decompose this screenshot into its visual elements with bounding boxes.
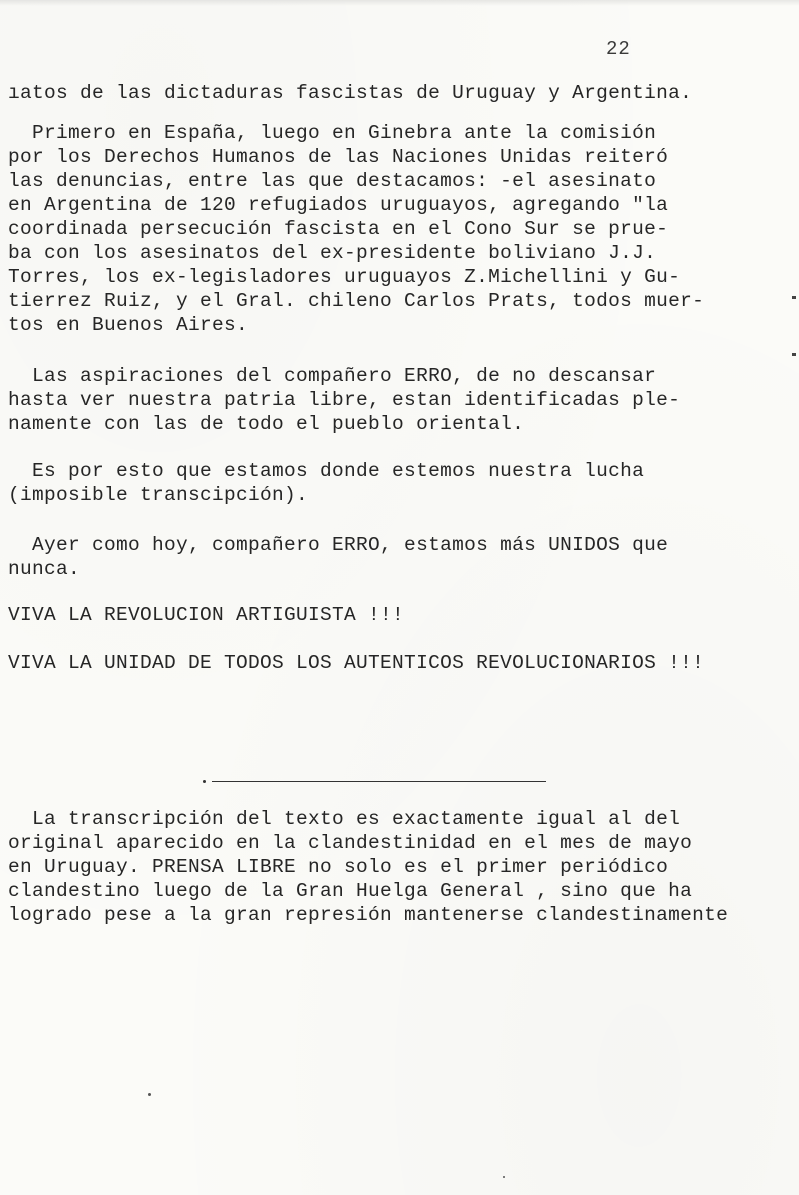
slogan-line: VIVA LA REVOLUCION ARTIGUISTA !!! bbox=[8, 604, 405, 626]
paper-speck bbox=[148, 1093, 151, 1096]
note-line: original aparecido en la clandestinidad en el mes de mayo bbox=[8, 832, 693, 854]
slogan-line: VIVA LA UNIDAD DE TODOS LOS AUTENTICOS REVOLUCIONARIOS !!! bbox=[8, 652, 705, 674]
margin-mark bbox=[792, 353, 796, 356]
page-top-edge bbox=[0, 0, 799, 6]
text-line: Torres, los ex-legisladores uruguayos Z.Michellini y Gu- bbox=[8, 266, 681, 288]
text-line: Las aspiraciones del compañero ERRO, de no descansar bbox=[8, 365, 657, 387]
text-line: tos en Buenos Aires. bbox=[8, 314, 249, 336]
text-line: Es por esto que estamos donde estemos nuestra lucha bbox=[8, 460, 645, 482]
text-line: por los Derechos Humanos de las Naciones Unidas reiteró bbox=[8, 146, 669, 168]
paper-speck bbox=[503, 1176, 505, 1178]
note-line: en Uruguay. PRENSA LIBRE no solo es el primer periódico bbox=[8, 856, 669, 878]
text-line: en Argentina de 120 refugiados uruguayos, agregando "la bbox=[8, 194, 669, 216]
text-line: las denuncias, entre las que destacamos: -el asesinato bbox=[8, 170, 657, 192]
margin-mark bbox=[792, 296, 796, 299]
text-line: ba con los asesinatos del ex-presidente boliviano J.J. bbox=[8, 242, 657, 264]
section-divider bbox=[212, 781, 546, 782]
text-line: Primero en España, luego en Ginebra ante la comisión bbox=[8, 122, 657, 144]
text-line: hasta ver nuestra patria libre, estan identificadas ple- bbox=[8, 389, 681, 411]
text-line: ıatos de las dictaduras fascistas de Uruguay y Argentina. bbox=[8, 82, 693, 104]
text-line: (imposible transcipción). bbox=[8, 484, 309, 506]
text-line: tierrez Ruiz, y el Gral. chileno Carlos Prats, todos muer- bbox=[8, 290, 705, 312]
divider-dot bbox=[203, 780, 206, 783]
text-line: Ayer como hoy, compañero ERRO, estamos más UNIDOS que bbox=[8, 534, 669, 556]
note-line: clandestino luego de la Gran Huelga General , sino que ha bbox=[8, 880, 693, 902]
text-line: nunca. bbox=[8, 558, 81, 580]
text-line: coordinada persecución fascista en el Cono Sur se prue- bbox=[8, 218, 669, 240]
note-line: La transcripción del texto es exactamente igual al del bbox=[8, 808, 681, 830]
text-line: namente con las de todo el pueblo oriental. bbox=[8, 413, 525, 435]
page-number: 22 bbox=[606, 38, 631, 60]
note-line: logrado pese a la gran represión mantenerse clandestinamente bbox=[8, 904, 729, 926]
